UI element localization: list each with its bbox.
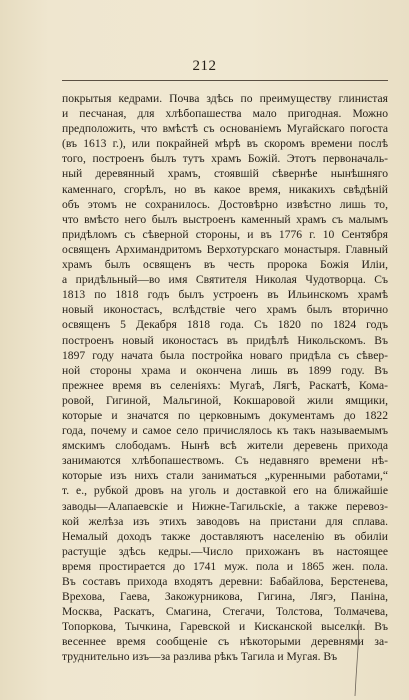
- text-line: 1813 по 1818 годъ былъ устроенъ въ Ильинскомъ храмѣ: [62, 288, 388, 302]
- text-line: которые изъ нихъ стали заниматься „куренными работами,“: [62, 469, 388, 483]
- text-line: и песчаная, для хлѣбопашества мало пригодная. Можно: [62, 107, 388, 121]
- body-text: [62, 91, 388, 665]
- text-line: прежнее время въ селеніяхъ: Мугаѣ, Лягѣ, Раскатѣ, Кома-: [62, 378, 388, 392]
- text-line: ной стороны храма и окончена лишь въ 1899 году. Въ: [62, 363, 388, 377]
- text-line: того, построенъ былъ тутъ храмъ Божій. Этотъ первоначаль-: [62, 152, 388, 166]
- text-line: Топоркова, Тычкина, Гаревской и Кисканской выселки. Въ: [62, 620, 388, 634]
- text-line: время простирается до 1741 муж. пола и 1865 жен. пола.: [62, 559, 388, 573]
- text-line: предположить, что вмѣстѣ съ основаніемъ Мугайскаго погоста: [62, 122, 388, 136]
- text-line: объ этомъ не сохранилось. Достовѣрно извѣстно лишь то,: [62, 197, 388, 211]
- text-line: Немалый доходъ также доставляютъ населенію въ обиліи: [62, 529, 388, 543]
- text-line: что вмѣсто него былъ выстроенъ каменный храмъ съ малымъ: [62, 212, 388, 226]
- text-line: т. е., рубкой дровъ на уголь и доставкой его на ближайшіе: [62, 484, 388, 498]
- text-line: кой желѣза изъ этихъ заводовъ на пристани для сплава.: [62, 514, 388, 528]
- margin-pencil-mark: [352, 618, 362, 698]
- text-line: а придѣльный—во имя Святителя Николая Чудотворца. Съ: [62, 273, 388, 287]
- text-line: 1897 году начата была постройка новаго придѣла съ сѣвер-: [62, 348, 388, 362]
- header-rule: [62, 80, 388, 81]
- text-line: придѣломъ съ сѣверной стороны, и въ 1776 г. 10 Сентября: [62, 227, 388, 241]
- text-line: года, почему и самое село причислялось къ такъ называемымъ: [62, 424, 388, 438]
- text-line: покрытыя кедрами. Почва здѣсь по преимуществу глинистая: [62, 92, 388, 105]
- text-line: занимаются хлѣбопашествомъ. Съ недавняго времени нѣ-: [62, 454, 388, 468]
- text-line: которые и значатся по церковнымъ документамъ до 1822: [62, 408, 388, 422]
- text-line: труднительно изъ—за разлива рѣкъ Тагила и Мугая. Въ: [62, 650, 338, 664]
- text-line: растущіе здѣсь кедры.—Число прихожанъ въ настоящее: [62, 544, 388, 558]
- text-line: ямскимъ слободамъ. Нынѣ всѣ жители деревень прихода: [62, 439, 388, 453]
- text-line: Москва, Раскатъ, Смагина, Стегачи, Толстова, Толмачева,: [62, 605, 388, 619]
- text-line: Врехова, Гаева, Закожурникова, Гигина, Лягэ, Паніна,: [62, 590, 388, 604]
- text-line: заводы—Алапаевскіе и Нижне-Тагильскіе, а также перевоз-: [62, 499, 388, 513]
- text-line: храмъ былъ освященъ въ честь пророка Божія Иліи,: [62, 258, 388, 272]
- text-line: освященъ 5 Декабря 1818 года. Съ 1820 по 1824 годъ: [62, 318, 388, 332]
- text-line: Въ составъ прихода входятъ деревни: Бабайлова, Берстенева,: [62, 575, 388, 588]
- text-line: ный деревянный храмъ, стоявшій сѣвернѣе нынѣшняго: [62, 167, 388, 181]
- text-line: освященъ Архимандритомъ Верхотурскаго монастыря. Главный: [62, 242, 388, 256]
- page-number: 212: [192, 58, 217, 74]
- text-line: построенъ новый иконостасъ въ придѣлѣ Никольскомъ. Въ: [62, 333, 388, 347]
- text-line: ровой, Гигиной, Мальгиной, Кокшаровой жили ямщики,: [62, 393, 388, 407]
- text-line: каменнаго, сгорѣлъ, но въ какое время, никакихъ свѣдѣній: [62, 182, 388, 196]
- text-line: новый иконостасъ, вслѣдствіе чего храмъ былъ вторично: [62, 303, 388, 317]
- text-line: (въ 1613 г.), или покрайней мѣрѣ въ скоромъ времени послѣ: [62, 137, 388, 151]
- text-line: весеннее время сообщеніе съ нѣкоторыми деревнями за-: [62, 635, 388, 649]
